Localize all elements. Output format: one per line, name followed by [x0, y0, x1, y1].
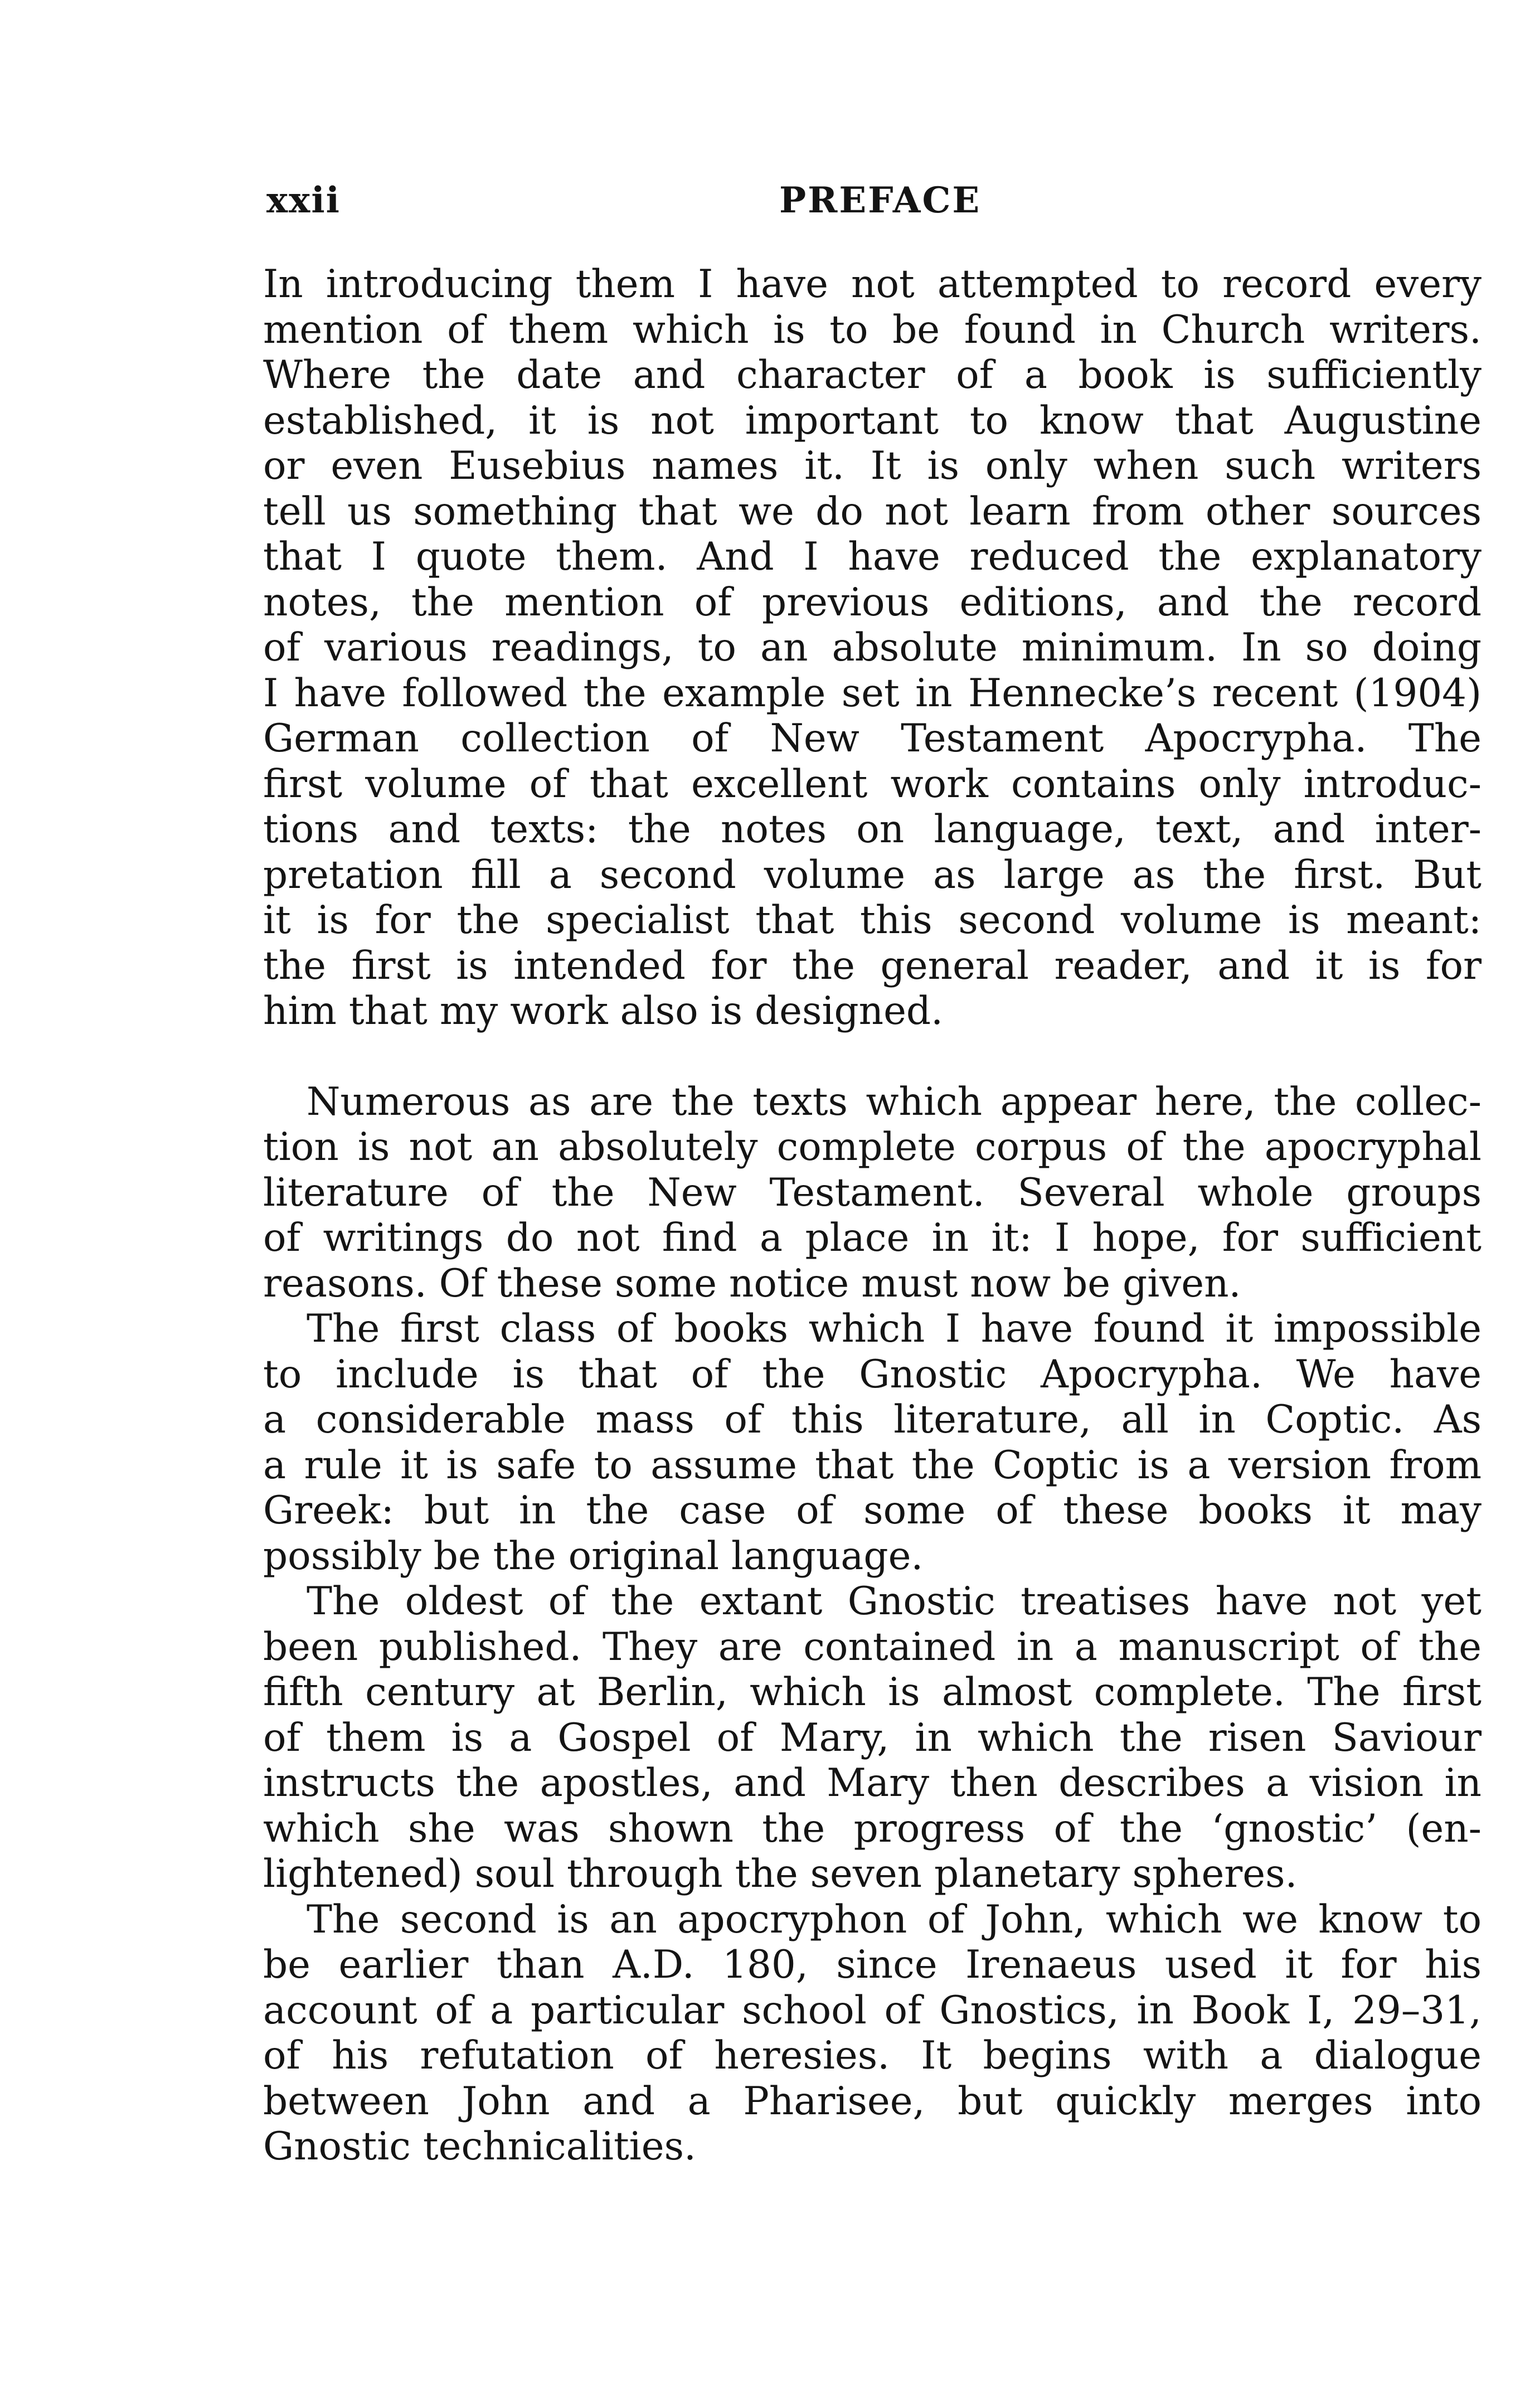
text-line: lightened) soul through the seven planetary spheres. [263, 1852, 1298, 1896]
running-head: PREFACE [779, 179, 982, 221]
text-line: established, it is not important to know that Augustine [263, 398, 1482, 443]
page-header [266, 179, 1493, 235]
text-line: mention of them which is to be found in Church writers. [263, 307, 1482, 352]
text-line: tell us something that we do not learn from other sources [263, 489, 1482, 534]
body-text [263, 262, 1482, 2170]
text-line: be earlier than A.D. 180, since Irenaeus used it for his [263, 1943, 1482, 1987]
text-line: reasons. Of these some notice must now be given. [263, 1261, 1241, 1306]
text-line: The first class of books which I have found it impossible [307, 1307, 1482, 1351]
paragraph [263, 1579, 1482, 1897]
text-line: that I quote them. And I have reduced the explanatory [263, 535, 1482, 579]
text-line: Where the date and character of a book is sufficiently [263, 353, 1482, 397]
text-line: of writings do not find a place in it: I hope, for sufficient [263, 1216, 1482, 1260]
text-line: notes, the mention of previous editions, and the record [263, 580, 1482, 625]
text-line: or even Eusebius names it. It is only when such writers [263, 444, 1482, 488]
text-line: which she was shown the progress of the ‘gnostic’ (en- [263, 1806, 1482, 1851]
text-line: Numerous as are the texts which appear here, the collec- [307, 1079, 1482, 1124]
text-line: to include is that of the Gnostic Apocrypha. We have [263, 1352, 1482, 1397]
text-line: possibly be the original language. [263, 1533, 924, 1579]
text-line: the first is intended for the general reader, and it is for [263, 943, 1482, 988]
paragraph-gap [263, 1035, 1482, 1080]
text-line: of various readings, to an absolute minimum. In so doing [263, 625, 1482, 670]
text-line: of them is a Gospel of Mary, in which the risen Saviour [263, 1715, 1482, 1760]
text-line: instructs the apostles, and Mary then describes a vision in [263, 1761, 1482, 1805]
text-line: him that my work also is designed. [263, 989, 944, 1033]
text-line: The second is an apocryphon of John, which we know to [307, 1897, 1482, 1942]
text-line: I have followed the example set in Hennecke’s recent (1904) [263, 671, 1482, 716]
paragraph [263, 1307, 1482, 1579]
text-line: first volume of that excellent work contains only introduc- [263, 761, 1482, 807]
text-line: tion is not an absolutely complete corpus of the apocryphal [263, 1125, 1482, 1169]
text-line: of his refutation of heresies. It begins with a dialogue [263, 2033, 1482, 2078]
page-number: xxii [266, 179, 341, 221]
paragraph [263, 1080, 1482, 1307]
paragraph [263, 262, 1482, 1035]
paragraph [263, 1897, 1482, 2170]
text-line: account of a particular school of Gnostics, in Book I, 29–31, [263, 1988, 1482, 2033]
text-line: In introducing them I have not attempted to record every [263, 262, 1482, 307]
text-line: literature of the New Testament. Several whole groups [263, 1170, 1482, 1215]
text-line: it is for the specialist that this second volume is meant: [263, 898, 1482, 943]
text-line: tions and texts: the notes on language, text, and inter- [263, 807, 1482, 852]
text-line: fifth century at Berlin, which is almost complete. The first [263, 1670, 1482, 1715]
text-line: between John and a Pharisee, but quickly merges into [263, 2079, 1482, 2124]
text-line: a rule it is safe to assume that the Coptic is a version from [263, 1443, 1482, 1488]
text-line: a considerable mass of this literature, all in Coptic. As [263, 1397, 1482, 1442]
text-line: been published. They are contained in a manuscript of the [263, 1624, 1482, 1669]
text-line: Gnostic technicalities. [263, 2124, 696, 2169]
text-line: The oldest of the extant Gnostic treatises have not yet [307, 1579, 1482, 1624]
text-line: pretation fill a second volume as large as the first. But [263, 852, 1482, 897]
text-line: German collection of New Testament Apocrypha. The [263, 716, 1482, 761]
text-line: Greek: but in the case of some of these books it may [263, 1488, 1482, 1533]
